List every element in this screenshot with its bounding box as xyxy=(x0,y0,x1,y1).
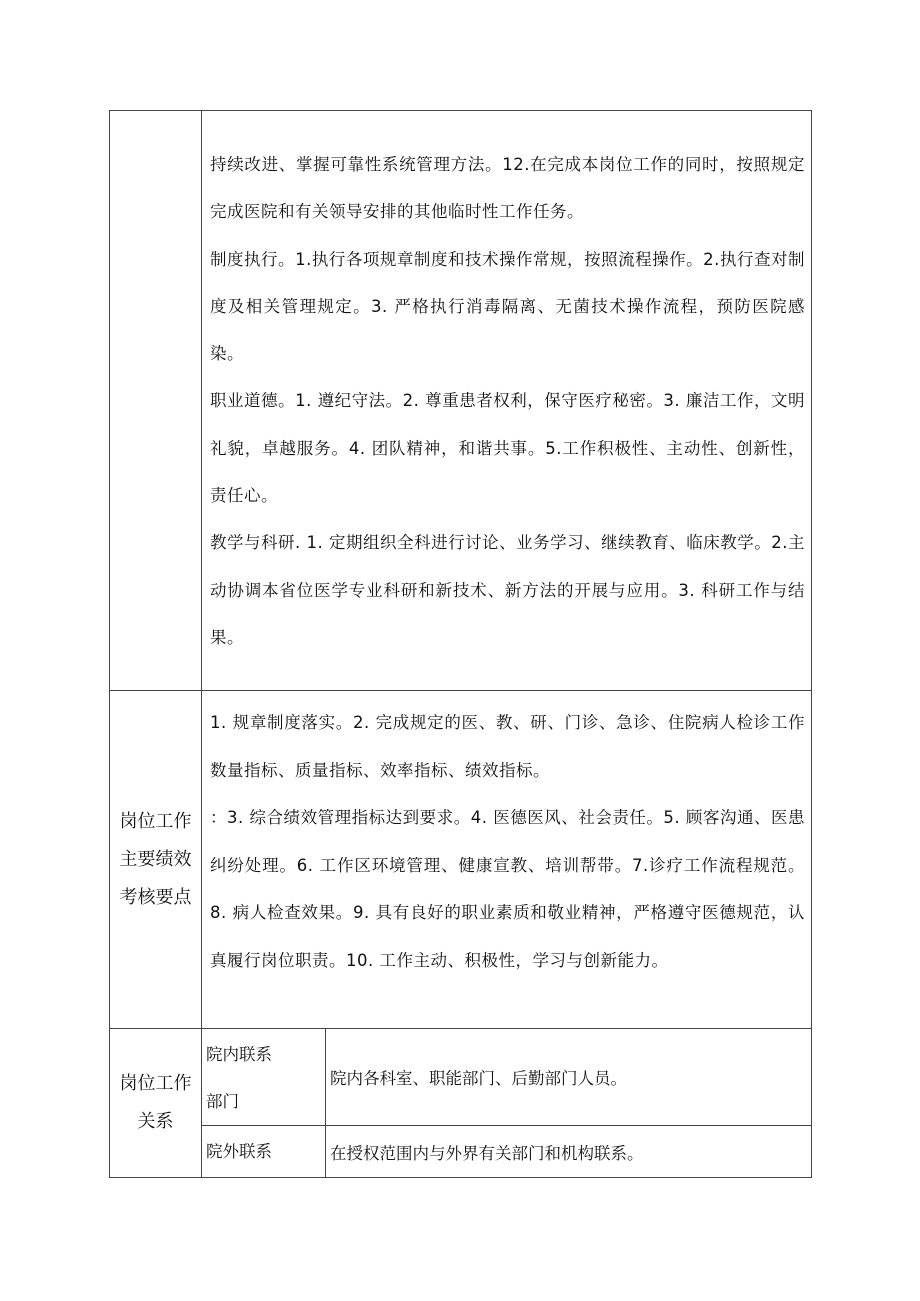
duty-paragraph: 职业道德。1. 遵纪守法。2. 尊重患者权利，保守医疗秘密。3. 廉洁工作，文明礼貌，卓越服务。4. 团队精神，和谐共事。5.工作积极性、主动性、创新性，责任心。 xyxy=(210,391,806,506)
performance-label-line: 考核要点 xyxy=(119,886,192,908)
job-description-table xyxy=(109,110,812,1178)
performance-label-line: 岗位工作 xyxy=(119,810,192,832)
duty-paragraph: 持续改进、掌握可靠性系统管理方法。12.在完成本岗位工作的同时，按照规定完成医院和有关领导安排的其他临时性工作任务。 xyxy=(210,155,806,222)
performance-paragraph: ：3. 综合绩效管理指标达到要求。4. 医德医风、社会责任。5. 顾客沟通、医患纠纷处理。6. 工作区环境管理、健康宣教、培训帮带。7.诊疗工作流程规范。8. 病人检查效果。9. 具有良好的职业素质和敬业精神，严格遵守医德规范，认真履行岗位职责。10. 工作主动、积极性，学习与创新能力。 xyxy=(210,808,806,970)
internal-contact-label-line: 部门 xyxy=(206,1092,239,1111)
relations-label-line: 关系 xyxy=(137,1111,174,1132)
internal-contact-value: 院内各科室、职能部门、后勤部门人员。 xyxy=(326,1029,812,1126)
performance-cell xyxy=(202,691,812,1029)
performance-row xyxy=(110,691,812,1029)
duties-cell xyxy=(202,111,812,691)
performance-label xyxy=(110,691,202,1029)
internal-contact-label-line: 院内联系 xyxy=(206,1045,272,1064)
internal-contact-label xyxy=(202,1029,326,1126)
performance-paragraph: 1. 规章制度落实。2. 完成规定的医、教、研、门诊、急诊、住院病人检诊工作数量指标、质量指标、效率指标、绩效指标。 xyxy=(210,713,806,780)
relations-label xyxy=(110,1029,202,1178)
external-contact-label: 院外联系 xyxy=(202,1126,326,1178)
performance-label-line: 主要绩效 xyxy=(119,848,192,870)
relations-label-line: 岗位工作 xyxy=(119,1073,192,1094)
external-contact-value: 在授权范围内与外界有关部门和机构联系。 xyxy=(326,1126,812,1178)
duties-label-cell xyxy=(110,111,202,691)
duties-row xyxy=(110,111,812,691)
relations-internal-row xyxy=(110,1029,812,1126)
relations-external-row xyxy=(110,1126,812,1178)
duty-paragraph: 教学与科研. 1. 定期组织全科进行讨论、业务学习、继续教育、临床教学。2.主动协调本省位医学专业科研和新技术、新方法的开展与应用。3. 科研工作与结果。 xyxy=(210,533,806,647)
duty-paragraph: 制度执行。1.执行各项规章制度和技术操作常规，按照流程操作。2.执行查对制度及相关管理规定。3. 严格执行消毒隔离、无菌技术操作流程，预防医院感染。 xyxy=(210,249,806,364)
